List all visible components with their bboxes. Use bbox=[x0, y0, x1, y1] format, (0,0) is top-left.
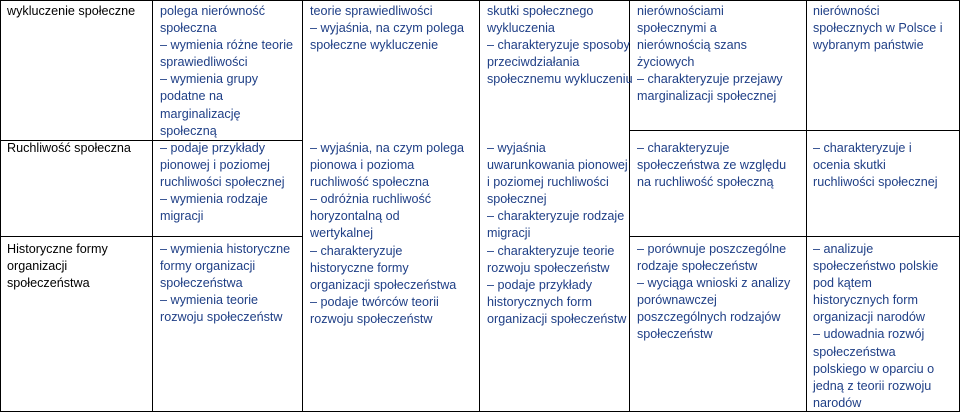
cell-advanced-r3 bbox=[637, 241, 790, 344]
cell-line: społeczną bbox=[160, 123, 217, 138]
cell-line: społecznymi a bbox=[637, 21, 717, 36]
cell-topic-history bbox=[7, 241, 108, 292]
cell-line: polskiego w oparciu o bbox=[813, 361, 935, 376]
cell-line: polega nierówność bbox=[160, 4, 266, 18]
cell-line: historyczne formy bbox=[310, 260, 409, 275]
cell-line: organizacji społeczeństw bbox=[487, 311, 627, 326]
cell-line: migracji bbox=[160, 209, 204, 224]
cell-line: – charakteryzuje przejawy bbox=[637, 72, 783, 87]
column-divider bbox=[302, 0, 303, 412]
cell-advanced-r1 bbox=[637, 3, 783, 106]
column-divider bbox=[479, 0, 480, 412]
cell-line: przeciwdziałania bbox=[487, 55, 580, 70]
table-border bbox=[0, 0, 960, 1]
cell-line: – wyjaśnia, na czym polega bbox=[310, 141, 465, 155]
cell-line: – wymienia teorie bbox=[160, 293, 258, 308]
cell-topic-mobility bbox=[7, 140, 131, 157]
cell-line: teorie sprawiedliwości bbox=[310, 4, 433, 18]
topic-label: Historyczne formy bbox=[7, 242, 108, 256]
cell-line: – charakteryzuje sposoby bbox=[487, 38, 630, 53]
cell-line: – analizuje bbox=[813, 242, 874, 256]
cell-line: ruchliwości społecznej bbox=[813, 175, 938, 190]
cell-basic-r2 bbox=[160, 140, 285, 225]
cell-complementary-r2 bbox=[487, 140, 628, 328]
cell-line: życiowych bbox=[637, 55, 695, 70]
cell-line: – charakteryzuje bbox=[637, 141, 730, 155]
cell-line: marginalizacji społecznej bbox=[637, 89, 777, 104]
cell-line: historycznych form bbox=[487, 294, 592, 309]
cell-line: formy organizacji bbox=[160, 259, 256, 274]
cell-line: wybranym państwie bbox=[813, 38, 924, 53]
cell-line: – wymienia rodzaje bbox=[160, 192, 268, 207]
topic-label: organizacji bbox=[7, 259, 68, 274]
topic-label: Ruchliwość społeczna bbox=[7, 141, 131, 155]
cell-line: organizacji narodów bbox=[813, 310, 926, 325]
cell-line: nierównościami bbox=[637, 4, 724, 18]
cell-advanced-r2 bbox=[637, 140, 786, 191]
cell-line: społeczeństwa bbox=[160, 276, 243, 291]
cell-line: – wymienia grupy bbox=[160, 72, 258, 87]
cell-line: skutki społecznego bbox=[487, 4, 594, 18]
cell-extended-r1 bbox=[310, 3, 464, 54]
cell-line: – porównuje poszczególne bbox=[637, 242, 787, 256]
cell-line: nierówności bbox=[813, 4, 880, 18]
cell-line: horyzontalną od bbox=[310, 209, 400, 224]
cell-line: narodów bbox=[813, 395, 862, 410]
cell-line: marginalizację bbox=[160, 106, 241, 121]
cell-line: podatne na bbox=[160, 89, 224, 104]
cell-line: rozwoju społeczeństw bbox=[487, 260, 610, 275]
cell-line: pod kątem bbox=[813, 276, 872, 291]
cell-line: i poziomej ruchliwości bbox=[487, 175, 609, 190]
cell-line: nierównością szans bbox=[637, 38, 747, 53]
cell-line: społeczeństw bbox=[637, 327, 713, 342]
cell-line: – wyjaśnia bbox=[487, 141, 546, 155]
cell-line: migracji bbox=[487, 226, 531, 241]
cell-line: rodzaje społeczeństw bbox=[637, 259, 758, 274]
cell-line: ruchliwość społeczna bbox=[310, 175, 429, 190]
cell-line: pionowa i pozioma bbox=[310, 158, 415, 173]
column-divider bbox=[806, 0, 807, 412]
cell-line: pionowej i poziomej bbox=[160, 158, 270, 173]
cell-line: wertykalnej bbox=[310, 226, 373, 241]
cell-excellent-r1 bbox=[813, 3, 943, 54]
cell-line: społecznych w Polsce i bbox=[813, 21, 943, 36]
cell-line: – charakteryzuje i bbox=[813, 141, 912, 155]
cell-line: – odróżnia ruchliwość bbox=[310, 192, 432, 207]
cell-line: na ruchliwość społeczną bbox=[637, 175, 774, 190]
cell-topic-exclusion bbox=[7, 3, 135, 20]
cell-line: porównawczej bbox=[637, 293, 717, 308]
column-divider bbox=[152, 0, 153, 412]
cell-line: społeczeństwo polskie bbox=[813, 259, 939, 274]
cell-line: społeczne wykluczenie bbox=[310, 38, 439, 53]
cell-line: rozwoju społeczeństw bbox=[310, 311, 433, 326]
cell-line: – charakteryzuje rodzaje bbox=[487, 209, 625, 224]
cell-line: – podaje przykłady bbox=[160, 141, 266, 155]
cell-line: ruchliwości społecznej bbox=[160, 175, 285, 190]
cell-line: historycznych form bbox=[813, 293, 918, 308]
cell-line: – udowadnia rozwój bbox=[813, 327, 925, 342]
cell-excellent-r3 bbox=[813, 241, 938, 412]
cell-excellent-r2 bbox=[813, 140, 938, 191]
table-border bbox=[0, 0, 1, 412]
cell-line: – wyjaśnia, na czym polega bbox=[310, 21, 465, 36]
cell-line: organizacji społeczeństwa bbox=[310, 277, 457, 292]
cell-line: poszczególnych rodzajów bbox=[637, 310, 781, 325]
cell-line: sprawiedliwości bbox=[160, 55, 248, 70]
cell-line: – podaje przykłady bbox=[487, 277, 593, 292]
cell-line: społecznej bbox=[487, 192, 547, 207]
cell-line: społeczna bbox=[160, 21, 217, 36]
cell-line: – charakteryzuje bbox=[310, 243, 403, 258]
cell-complementary-r1 bbox=[487, 3, 633, 88]
cell-line: rozwoju społeczeństw bbox=[160, 310, 283, 325]
topic-label: wykluczenie społeczne bbox=[7, 4, 136, 18]
cell-line: – podaje twórców teorii bbox=[310, 294, 439, 309]
cell-line: społeczeństwa bbox=[813, 344, 896, 359]
cell-line: jedną z teorii rozwoju bbox=[813, 378, 932, 393]
cell-line: społeczeństwa ze względu bbox=[637, 158, 787, 173]
cell-line: wykluczenia bbox=[487, 21, 555, 36]
row-divider bbox=[629, 236, 960, 237]
cell-line: uwarunkowania pionowej bbox=[487, 158, 628, 173]
row-divider bbox=[629, 130, 960, 131]
cell-line: ocenia skutki bbox=[813, 158, 886, 173]
cell-basic-r3 bbox=[160, 241, 290, 326]
cell-basic-r1 bbox=[160, 3, 293, 140]
topic-label: społeczeństwa bbox=[7, 276, 90, 291]
cell-extended-r2 bbox=[310, 140, 464, 328]
cell-line: – wymienia różne teorie bbox=[160, 38, 293, 53]
cell-line: – wymienia historyczne bbox=[160, 242, 291, 256]
cell-line: – wyciąga wnioski z analizy bbox=[637, 276, 791, 291]
row-divider bbox=[0, 236, 302, 237]
cell-line: społecznemu wykluczeniu bbox=[487, 72, 633, 87]
cell-line: – charakteryzuje teorie bbox=[487, 243, 615, 258]
